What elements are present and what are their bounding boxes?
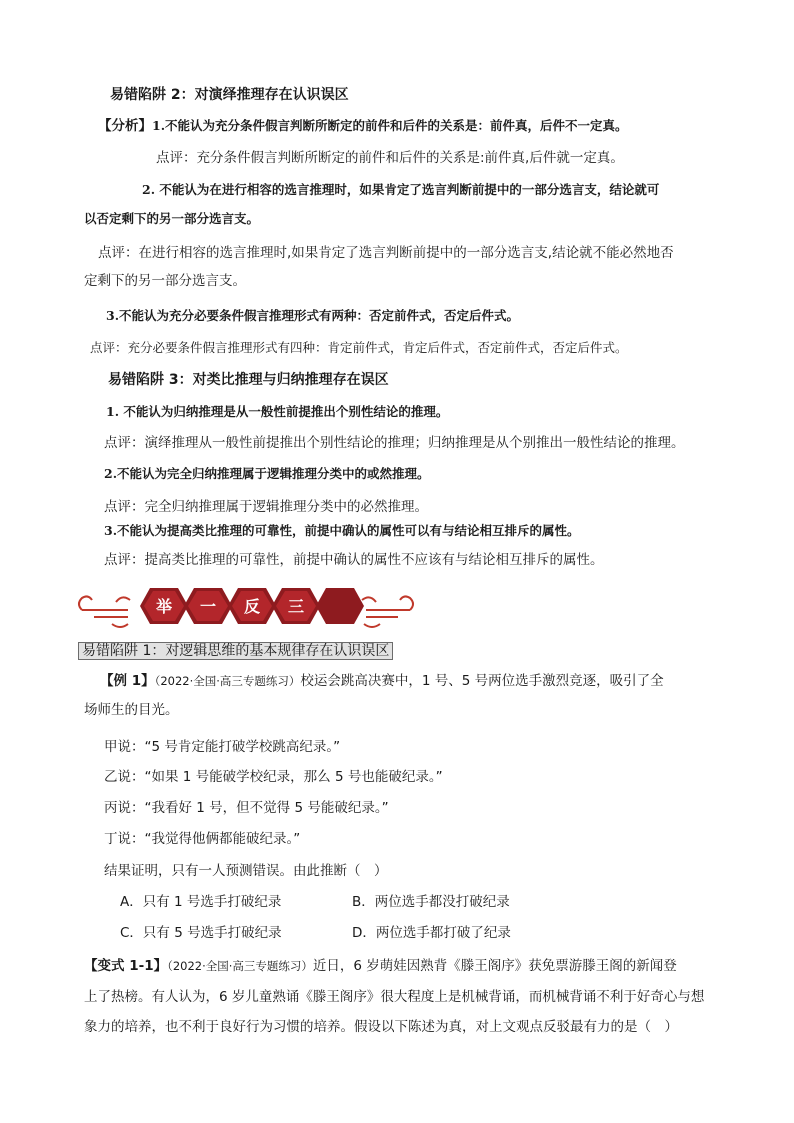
banner-char-3: 反 [243, 597, 261, 616]
comment-3: 点评：充分必要条件假言推理形式有四种：肯定前件式，肯定后件式，否定前件式，否定后件式。 [90, 340, 628, 355]
analysis-item-1 [98, 116, 628, 136]
analysis-label: 【分析】 [98, 118, 152, 134]
comment-2-line1: 点评：在进行相容的选言推理时,如果肯定了选言判断前提中的一部分选言支,结论就不能必然地否 [98, 245, 674, 261]
option-c: C．只有 5 号选手打破纪录 [120, 925, 282, 941]
statement-bing: 丙说：“我看好 1 号，但不觉得 5 号能破纪录。” [104, 800, 389, 816]
variant-1-text: 近日，6 岁萌娃因熟背《滕王阁序》获免票游滕王阁的新闻登 [312, 958, 677, 974]
analysis-text-3: 3.不能认为充分必要条件假言推理形式有两种：否定前件式，否定后件式。 [106, 308, 520, 323]
statement-ding: 丁说：“我觉得他俩都能破纪录。” [104, 831, 301, 847]
question-stem: 结果证明，只有一人预测错误。由此推断（ ） [104, 863, 388, 879]
comment-2-line2: 定剩下的另一部分选言支。 [84, 273, 246, 289]
banner-char-2: 一 [199, 597, 217, 616]
example-1-line1 [100, 671, 664, 691]
example-1-label: 【例 1】 [100, 673, 155, 689]
pitfall1-header-text: 易错陷阱 1：对逻辑思维的基本规律存在认识误区 [78, 642, 393, 660]
pitfall3-item-3: 3.不能认为提高类比推理的可靠性，前提中确认的属性可以有与结论相互排斥的属性。 [104, 523, 580, 538]
statement-yi: 乙说：“如果 1 号能破学校纪录，那么 5 号也能破纪录。” [104, 769, 443, 785]
example-1-text: 校运会跳高决赛中，1 号、5 号两位选手激烈竞逐，吸引了全 [300, 673, 664, 689]
practice-banner [76, 580, 416, 632]
analysis-text-2-line1: 2. 不能认为在进行相容的选言推理时，如果肯定了选言判断前提中的一部分选言支，结论就可 [142, 182, 660, 197]
pitfall3-item-1: 1. 不能认为归纳推理是从一般性前提推出个别性结论的推理。 [106, 404, 449, 419]
pitfall3-comment-1: 点评：演绎推理从一般性前提推出个别性结论的推理；归纳推理是从个别推出一般性结论的推理。 [104, 435, 685, 451]
banner-left-ornament [79, 596, 130, 627]
example-1-source: （2022·全国·高三专题练习） [154, 674, 301, 688]
pitfall3-title: 易错陷阱 3：对类比推理与归纳推理存在误区 [108, 372, 389, 388]
pitfall1-header [78, 641, 393, 661]
banner-right-ornament [362, 596, 413, 627]
banner-graphic [76, 580, 416, 632]
pitfall3-comment-2: 点评：完全归纳推理属于逻辑推理分类中的必然推理。 [104, 499, 428, 515]
variant-1-line2: 上了热榜。有人认为，6 岁儿童熟诵《滕王阁序》很大程度上是机械背诵，而机械背诵不利于好奇心与想 [84, 989, 705, 1005]
example-1-line2: 场师生的目光。 [84, 702, 179, 718]
banner-char-4: 三 [287, 597, 305, 616]
option-a: A．只有 1 号选手打破纪录 [120, 894, 282, 910]
pitfall2-title: 易错陷阱 2：对演绎推理存在认识误区 [110, 87, 349, 103]
statement-jia: 甲说：“5 号肯定能打破学校跳高纪录。” [104, 739, 341, 755]
analysis-text-2-line2: 以否定剩下的另一部分选言支。 [84, 211, 260, 226]
option-d: D．两位选手都打破了纪录 [352, 925, 511, 941]
variant-1-line1 [84, 956, 677, 976]
comment-1: 点评：充分条件假言判断所断定的前件和后件的关系是:前件真,后件就一定真。 [156, 150, 624, 166]
variant-1-line3: 象力的培养，也不利于良好行为习惯的培养。假设以下陈述为真，对上文观点反驳最有力的是（ ） [84, 1019, 678, 1035]
option-b: B．两位选手都没打破纪录 [352, 894, 510, 910]
banner-char-1: 举 [155, 597, 173, 616]
pitfall3-comment-3: 点评：提高类比推理的可靠性，前提中确认的属性不应该有与结论相互排斥的属性。 [104, 552, 604, 568]
variant-1-label: 【变式 1-1】 [84, 958, 168, 974]
analysis-text-1: 1.不能认为充分条件假言判断所断定的前件和后件的关系是：前件真，后件不一定真。 [152, 118, 628, 133]
pitfall3-item-2: 2.不能认为完全归纳推理属于逻辑推理分类中的或然推理。 [104, 466, 430, 481]
variant-1-source: （2022·全国·高三专题练习） [167, 959, 313, 973]
